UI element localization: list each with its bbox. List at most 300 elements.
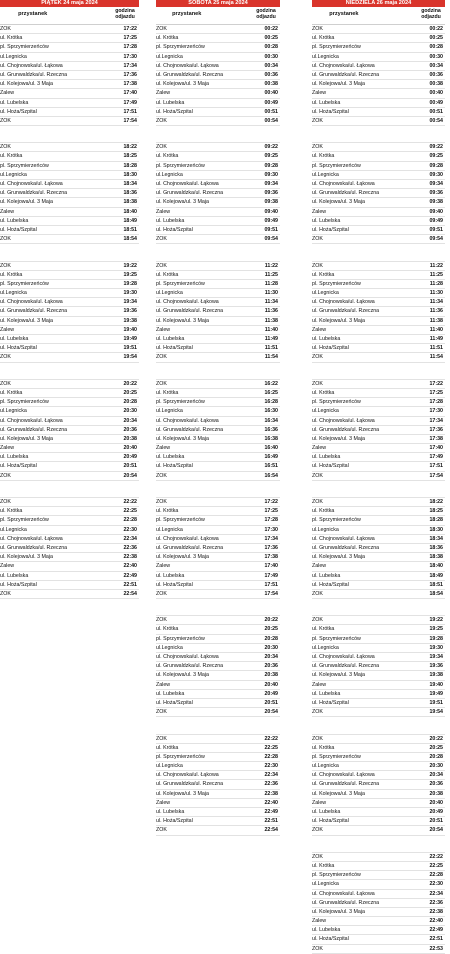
table-row (156, 690, 280, 699)
table-row (156, 317, 280, 326)
table-row (0, 226, 139, 235)
stop-name: ul. Hoża/Szpital (0, 345, 37, 352)
table-row (312, 690, 445, 699)
stop-name: ZOK (312, 380, 323, 387)
stop-name: ul. Lubelska (156, 454, 185, 461)
departure-time: 17:34 (123, 62, 137, 69)
run-block (156, 143, 280, 244)
departure-time: 17:40 (429, 445, 443, 452)
table-row (312, 344, 445, 353)
table-row (312, 808, 445, 817)
run-separator (156, 244, 280, 261)
table-row (156, 444, 280, 453)
stop-name: ul.Legnicka (0, 171, 27, 178)
stop-name: ZOK (156, 472, 167, 479)
departure-time: 17:36 (264, 544, 278, 551)
departure-time: 17:30 (429, 408, 443, 415)
departure-time: 00:22 (264, 26, 278, 32)
table-row (312, 625, 445, 634)
table-row (312, 890, 445, 899)
departure-time: 16:36 (264, 426, 278, 433)
stop-name: ul. Hoża/Szpital (156, 226, 193, 233)
departure-time: 20:40 (429, 799, 443, 806)
table-row (156, 426, 280, 435)
departure-time: 20:22 (264, 617, 278, 624)
table-row (156, 808, 280, 817)
table-row (0, 407, 139, 416)
departure-time: 11:36 (429, 308, 443, 315)
stop-name: ul. Lubelska (0, 454, 29, 461)
table-row (312, 171, 445, 180)
departure-time: 17:51 (123, 108, 137, 115)
table-row (312, 89, 445, 98)
stop-name: ZOK (156, 26, 167, 32)
table-row (312, 799, 445, 808)
departure-time: 18:54 (123, 236, 137, 243)
departure-time: 19:34 (123, 299, 137, 306)
departure-time: 17:22 (123, 26, 137, 32)
table-row (0, 143, 139, 152)
stop-name: ul. Grunwaldzka/ul. Rzeczna (312, 544, 380, 551)
departure-time: 00:25 (429, 35, 443, 42)
table-row (312, 208, 445, 217)
departure-time: 09:51 (264, 226, 278, 233)
table-row (0, 71, 139, 80)
departure-time: 20:28 (429, 753, 443, 760)
departure-time: 20:22 (123, 380, 137, 387)
stop-name: ul. Hoża/Szpital (312, 226, 349, 233)
run-block (0, 25, 139, 126)
stop-name: pl. Sprzymierzeńców (0, 162, 49, 169)
table-row (312, 853, 445, 862)
table-row (156, 280, 280, 289)
table-row (312, 917, 445, 926)
departure-time: 09:54 (264, 236, 278, 243)
stop-name: ul. Grunwaldzka/ul. Rzeczna (156, 308, 224, 315)
departure-time: 20:30 (429, 763, 443, 770)
stop-name: ul.Legnicka (156, 290, 183, 297)
table-row (0, 581, 139, 590)
table-row (156, 80, 280, 89)
stop-name: ul. Hoża/Szpital (312, 345, 349, 352)
departure-time: 19:28 (123, 280, 137, 287)
departure-time: 09:28 (429, 162, 443, 169)
table-row (156, 616, 280, 625)
stop-name: ZOK (0, 26, 11, 32)
stop-name: ul. Hoża/Szpital (156, 345, 193, 352)
departure-time: 18:25 (123, 153, 137, 160)
table-row (156, 53, 280, 62)
table-row (312, 616, 445, 625)
table-row (156, 544, 280, 553)
stop-name: ul. Krótka (156, 626, 179, 633)
departure-time: 19:54 (429, 709, 443, 716)
departure-time: 22:36 (429, 899, 443, 906)
stop-name: ul. Kolejowa/ul. 3 Maja (0, 435, 53, 442)
stop-name: ul.Legnicka (312, 171, 339, 178)
table-row (156, 744, 280, 753)
departure-time: 00:54 (264, 117, 278, 124)
stop-name: ul. Grunwaldzka/ul. Rzeczna (0, 71, 68, 78)
stop-name: ul. Chojnowska/ul. Łąkowa (156, 535, 219, 542)
stop-name: ul. Kolejowa/ul. 3 Maja (0, 554, 53, 561)
table-row (156, 262, 280, 271)
stop-name: Zalew (156, 799, 171, 806)
table-row (312, 426, 445, 435)
run-separator (312, 836, 445, 853)
day-header: SOBOTA 25 maja 2024 (156, 0, 280, 7)
stop-name: pl. Sprzymierzeńców (312, 280, 361, 287)
departure-time: 18:36 (429, 544, 443, 551)
stop-name: ul.Legnicka (312, 763, 339, 770)
departure-time: 00:28 (264, 44, 278, 51)
stop-name: pl. Sprzymierzeńców (312, 872, 361, 879)
table-row (312, 926, 445, 935)
departure-time: 17:54 (123, 117, 137, 124)
departure-time: 20:34 (429, 772, 443, 779)
stop-name: ZOK (156, 380, 167, 387)
stop-name: ZOK (312, 853, 323, 860)
table-row (156, 826, 280, 835)
departure-time: 20:34 (123, 417, 137, 424)
departure-time: 00:25 (264, 35, 278, 42)
table-row (156, 217, 280, 226)
departure-time: 00:28 (429, 44, 443, 51)
table-row (156, 307, 280, 316)
stop-name: ul. Chojnowska/ul. Łąkowa (0, 417, 63, 424)
stop-name: ul. Krótka (0, 35, 23, 42)
stop-name: ul. Chojnowska/ul. Łąkowa (0, 62, 63, 69)
departure-time: 17:51 (264, 581, 278, 588)
departure-time: 18:22 (123, 144, 137, 151)
table-row (0, 526, 139, 535)
departure-time: 18:28 (123, 162, 137, 169)
stop-column-header: przystanek (329, 11, 359, 17)
stop-name: ul. Krótka (312, 508, 335, 515)
table-row (156, 535, 280, 544)
stop-name: ul. Hoża/Szpital (312, 463, 349, 470)
departure-time: 09:25 (264, 153, 278, 160)
departure-time: 20:51 (123, 463, 137, 470)
departure-time: 11:25 (264, 271, 278, 278)
table-row (0, 271, 139, 280)
run-separator (0, 244, 139, 261)
departure-time: 18:34 (123, 181, 137, 187)
table-row (0, 453, 139, 462)
table-row (156, 235, 280, 244)
table-row (0, 298, 139, 307)
table-row (312, 753, 445, 762)
stop-name: pl. Sprzymierzeńców (156, 280, 205, 287)
stop-name: ul. Hoża/Szpital (312, 699, 349, 706)
departure-time: 17:25 (264, 508, 278, 515)
departure-time: 19:30 (429, 644, 443, 651)
departure-time: 22:34 (123, 535, 137, 542)
stop-name: ul. Lubelska (156, 99, 185, 106)
table-row (156, 790, 280, 799)
departure-time: 11:22 (264, 262, 278, 269)
departure-time: 17:22 (264, 499, 278, 505)
run-block (156, 380, 280, 481)
departure-time: 00:51 (264, 108, 278, 115)
table-row (312, 235, 445, 244)
stop-name: ul.Legnicka (156, 644, 183, 651)
table-row (0, 171, 139, 180)
departure-time: 18:40 (123, 208, 137, 215)
table-row (0, 544, 139, 553)
table-row (156, 581, 280, 590)
time-column-header (252, 8, 280, 20)
table-row (312, 407, 445, 416)
departure-time: 18:38 (429, 554, 443, 561)
stop-name: Zalew (0, 326, 15, 333)
departure-time: 20:38 (123, 435, 137, 442)
run-separator (156, 717, 280, 734)
departure-time: 18:36 (123, 190, 137, 197)
stop-name: pl. Sprzymierzeńców (156, 753, 205, 760)
run-block (0, 143, 139, 244)
run-separator (312, 481, 445, 498)
table-row (156, 799, 280, 808)
stop-name: ul. Krótka (156, 744, 179, 751)
table-row (312, 699, 445, 708)
stop-name: ul. Grunwaldzka/ul. Rzeczna (312, 899, 380, 906)
stop-name: ZOK (0, 144, 11, 151)
table-row (156, 662, 280, 671)
departure-time: 18:51 (123, 226, 137, 233)
table-row (312, 335, 445, 344)
stop-name: ul. Grunwaldzka/ul. Rzeczna (156, 663, 224, 670)
departure-time: 22:53 (429, 945, 443, 952)
departure-time: 20:25 (429, 744, 443, 751)
table-row (156, 562, 280, 571)
time-header-line-2: odjazdu (256, 14, 276, 20)
departure-time: 09:25 (429, 153, 443, 160)
table-row (156, 344, 280, 353)
column-headers (312, 7, 445, 25)
table-row (156, 298, 280, 307)
stop-name: ul. Kolejowa/ul. 3 Maja (0, 199, 53, 206)
stop-name: ZOK (312, 472, 323, 479)
table-row (0, 34, 139, 43)
runs-list (312, 25, 445, 954)
departure-time: 11:34 (429, 299, 443, 306)
stop-name: Zalew (312, 918, 327, 925)
table-row (312, 289, 445, 298)
departure-time: 09:34 (429, 181, 443, 187)
stop-name: ul. Chojnowska/ul. Łąkowa (156, 417, 219, 424)
table-row (0, 262, 139, 271)
table-row (312, 771, 445, 780)
stop-name: ul. Lubelska (312, 809, 341, 815)
departure-time: 17:49 (264, 572, 278, 579)
departure-time: 00:30 (264, 53, 278, 60)
table-row (0, 516, 139, 525)
departure-time: 22:28 (123, 517, 137, 524)
stop-name: ul. Kolejowa/ul. 3 Maja (312, 435, 365, 442)
table-row (312, 581, 445, 590)
stop-name: ul. Lubelska (156, 336, 185, 342)
table-row (312, 644, 445, 653)
stop-name: ul. Krótka (156, 271, 179, 278)
run-block (0, 498, 139, 599)
departure-time: 20:22 (429, 735, 443, 742)
table-row (0, 553, 139, 562)
stop-name: ul. Grunwaldzka/ul. Rzeczna (312, 308, 380, 315)
departure-time: 11:36 (264, 308, 278, 315)
departure-time: 22:38 (264, 790, 278, 797)
stop-name: pl. Sprzymierzeńców (312, 44, 361, 51)
run-separator (156, 481, 280, 498)
stop-name: ZOK (156, 709, 167, 716)
stop-name: pl. Sprzymierzeńców (156, 517, 205, 524)
stop-name: ZOK (0, 499, 11, 505)
departure-time: 22:40 (429, 918, 443, 925)
run-block (312, 380, 445, 481)
stop-name: ul. Chojnowska/ul. Łąkowa (156, 181, 219, 187)
table-row (312, 681, 445, 690)
table-row (0, 180, 139, 189)
stop-name: ZOK (156, 735, 167, 742)
column-headers (156, 7, 280, 25)
departure-time: 17:51 (429, 463, 443, 470)
departure-time: 11:34 (264, 299, 278, 306)
stop-name: ul. Hoża/Szpital (156, 818, 193, 825)
stop-name: pl. Sprzymierzeńców (156, 44, 205, 51)
stop-name: ul. Hoża/Szpital (156, 699, 193, 706)
departure-time: 22:25 (123, 508, 137, 515)
stop-name: ul.Legnicka (312, 881, 339, 888)
table-row (0, 189, 139, 198)
stop-name: ul. Kolejowa/ul. 3 Maja (156, 672, 209, 679)
departure-time: 09:28 (264, 162, 278, 169)
stop-name: pl. Sprzymierzeńców (312, 635, 361, 642)
stop-name: ul.Legnicka (312, 644, 339, 651)
table-row (312, 435, 445, 444)
stop-name: ZOK (0, 236, 11, 243)
table-row (312, 117, 445, 126)
stop-name: ul. Kolejowa/ul. 3 Maja (312, 317, 365, 324)
table-row (156, 708, 280, 717)
stop-name: ul.Legnicka (0, 408, 27, 415)
stop-name: pl. Sprzymierzeńców (0, 517, 49, 524)
column-headers (0, 7, 139, 25)
table-row (156, 635, 280, 644)
table-row (312, 507, 445, 516)
departure-time: 20:40 (123, 445, 137, 452)
stop-name: ul. Krótka (156, 153, 179, 160)
run-separator (156, 126, 280, 143)
stop-name: pl. Sprzymierzeńców (156, 635, 205, 642)
stop-name: pl. Sprzymierzeńców (0, 399, 49, 406)
stop-name: ul.Legnicka (156, 408, 183, 415)
table-row (156, 380, 280, 389)
stop-name: ZOK (0, 380, 11, 387)
day-header: PIĄTEK 24 maja 2024 (0, 0, 139, 7)
departure-time: 00:34 (429, 62, 443, 69)
table-row (312, 572, 445, 581)
table-row (156, 780, 280, 789)
table-row (312, 562, 445, 571)
departure-time: 09:49 (429, 217, 443, 224)
stop-name: ul. Chojnowska/ul. Łąkowa (312, 299, 375, 306)
table-row (312, 708, 445, 717)
stop-name: ul. Grunwaldzka/ul. Rzeczna (156, 544, 224, 551)
departure-time: 20:25 (264, 626, 278, 633)
departure-time: 17:49 (123, 99, 137, 106)
table-row (156, 498, 280, 507)
departure-time: 19:25 (429, 626, 443, 633)
departure-time: 20:28 (264, 635, 278, 642)
stop-name: ul. Hoża/Szpital (0, 226, 37, 233)
table-row (312, 590, 445, 599)
table-row (312, 226, 445, 235)
table-row (156, 62, 280, 71)
table-row (156, 681, 280, 690)
table-row (156, 271, 280, 280)
table-row (312, 826, 445, 835)
stop-name: ul. Hoża/Szpital (0, 108, 37, 115)
run-separator (312, 717, 445, 734)
table-row (0, 435, 139, 444)
departure-time: 17:22 (429, 380, 443, 387)
table-row (312, 326, 445, 335)
departure-time: 18:49 (429, 572, 443, 579)
stop-name: ul. Krótka (0, 389, 23, 396)
stop-name: ul. Lubelska (312, 217, 341, 224)
stop-name: ul. Kolejowa/ul. 3 Maja (312, 81, 365, 88)
table-row (312, 790, 445, 799)
stop-name: pl. Sprzymierzeńców (312, 162, 361, 169)
table-row (156, 735, 280, 744)
stop-name: ul. Chojnowska/ul. Łąkowa (312, 62, 375, 69)
departure-time: 22:22 (264, 735, 278, 742)
table-row (0, 280, 139, 289)
table-row (0, 590, 139, 599)
departure-time: 20:51 (429, 818, 443, 825)
time-header-line-1: godzina (256, 8, 276, 14)
stop-name: ZOK (312, 499, 323, 505)
run-block (312, 853, 445, 954)
departure-time: 16:34 (264, 417, 278, 424)
table-row (312, 417, 445, 426)
table-row (156, 553, 280, 562)
run-block (156, 25, 280, 126)
run-block (0, 262, 139, 363)
stop-name: ZOK (0, 262, 11, 269)
stop-name: ul. Kolejowa/ul. 3 Maja (312, 554, 365, 561)
stop-name: Zalew (156, 326, 171, 333)
stop-name: ul. Grunwaldzka/ul. Rzeczna (312, 781, 380, 788)
table-row (0, 117, 139, 126)
departure-time: 09:38 (429, 199, 443, 206)
departure-time: 22:49 (264, 809, 278, 815)
stop-name: ul. Grunwaldzka/ul. Rzeczna (312, 71, 380, 78)
run-block (156, 735, 280, 836)
departure-time: 20:40 (264, 681, 278, 688)
table-row (312, 380, 445, 389)
departure-time: 22:30 (264, 763, 278, 770)
table-row (312, 180, 445, 189)
departure-time: 17:49 (429, 454, 443, 461)
table-row (156, 180, 280, 189)
table-row (312, 25, 445, 34)
table-row (312, 945, 445, 954)
stop-name: ul.Legnicka (0, 526, 27, 533)
run-block (312, 616, 445, 717)
departure-time: 19:25 (123, 271, 137, 278)
table-row (0, 89, 139, 98)
